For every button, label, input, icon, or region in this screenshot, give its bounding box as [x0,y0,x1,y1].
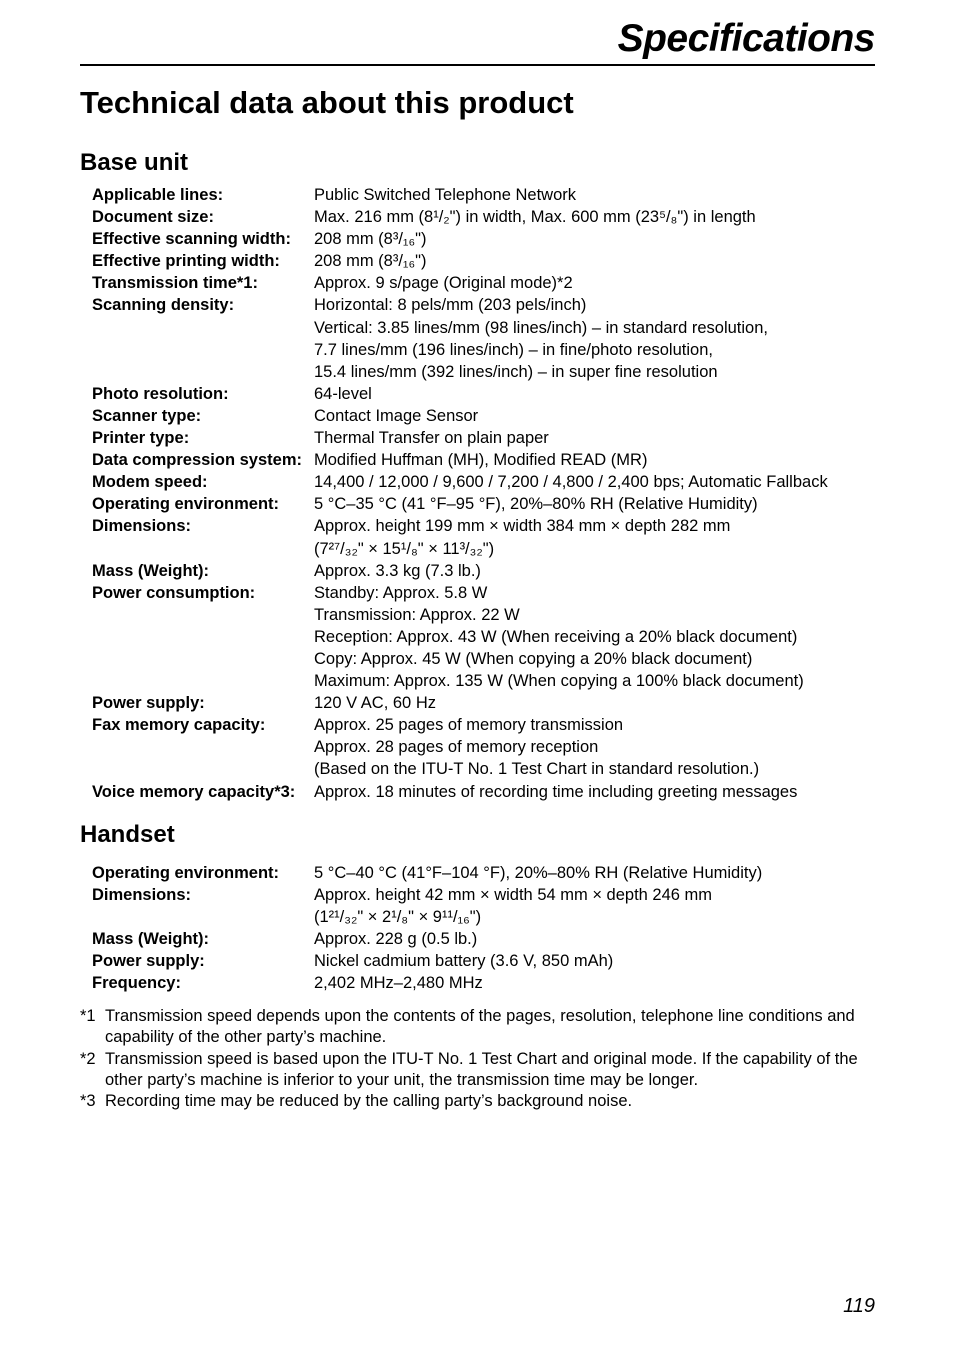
footnote-text: Transmission speed is based upon the ITU-T No. 1 Test Chart and original mode. If the capability of the other party’s machine is inferior to your unit, the transmission time may be longer. [105,1049,858,1089]
spec-value-line: Approx. 18 minutes of recording time including greeting messages [314,782,798,801]
spec-row [92,515,894,559]
spec-row [92,449,894,471]
spec-label: Mass (Weight): [92,561,210,580]
spec-value [314,184,894,206]
spec-value [314,383,894,405]
spec-value-line: Approx. 228 g (0.5 lb.) [314,930,478,949]
spec-row [92,184,894,206]
spec-value-line: Approx. 9 s/page (Original mode)*2 [314,274,573,293]
spec-label: Voice memory capacity*3: [92,782,296,801]
spec-value [314,405,894,427]
spec-value-line: 120 V AC, 60 Hz [314,694,436,713]
spec-value [314,272,894,294]
spec-row [92,862,894,884]
spec-label: Power consumption: [92,583,256,602]
spec-label: Transmission time*1: [92,274,258,293]
spec-value [314,950,894,972]
spec-value-line: Max. 216 mm (8¹/₂") in width, Max. 600 mm (23⁵/₈") in length [314,208,756,227]
spec-label: Scanner type: [92,406,202,425]
spec-value [314,781,894,803]
spec-row [92,714,894,780]
footnote-marker: *3 [80,1092,96,1111]
spec-row [92,493,894,515]
spec-value-line: 2,402 MHz–2,480 MHz [314,974,483,993]
footnote [80,1049,876,1092]
spec-row [92,692,894,714]
spec-value [314,206,894,228]
spec-value-line: Thermal Transfer on plain paper [314,429,549,448]
spec-label: Dimensions: [92,517,192,536]
spec-row [92,781,894,803]
spec-value-line: Modified Huffman (MH), Modified READ (MR) [314,451,648,470]
spec-row [92,383,894,405]
spec-value-line: Transmission: Approx. 22 W [314,605,520,624]
spec-value [314,250,894,272]
footnote-text: Recording time may be reduced by the calling party’s background noise. [105,1092,633,1111]
spec-label: Dimensions: [92,886,192,905]
spec-value [314,928,894,950]
spec-value-line: (1²¹/₃₂" × 2¹/₈" × 9¹¹/₁₆") [314,908,482,927]
spec-row [92,884,894,928]
spec-label: Effective printing width: [92,252,280,271]
spec-value-line: Contact Image Sensor [314,406,479,425]
spec-label: Fax memory capacity: [92,716,266,735]
spec-value-line: 14,400 / 12,000 / 9,600 / 7,200 / 4,800 / 2,400 bps; Automatic Fallback [314,473,828,492]
spec-value [314,449,894,471]
spec-row [92,405,894,427]
spec-row [92,972,894,994]
spec-row [92,206,894,228]
spec-value [314,972,894,994]
spec-value [314,884,894,928]
footnote-marker: *2 [80,1049,96,1068]
spec-value-line: Approx. height 42 mm × width 54 mm × depth 246 mm [314,886,713,905]
spec-value [314,427,894,449]
footnotes [80,1006,876,1112]
spec-value-line: 7.7 lines/mm (196 lines/inch) – in fine/photo resolution, [314,340,713,359]
spec-value-line: Approx. 3.3 kg (7.3 lb.) [314,561,481,580]
spec-label: Scanning density: [92,296,235,315]
base-unit-spec-list [92,184,894,803]
spec-label: Operating environment: [92,495,280,514]
spec-value [314,228,894,250]
handset-spec-list [92,862,894,995]
chapter-title: Specifications [617,17,875,60]
footnote-text: Transmission speed depends upon the contents of the pages, resolution, telephone line conditions and capability of the other party’s machine. [105,1007,855,1047]
spec-value-line: 64-level [314,384,372,403]
spec-value-line: Public Switched Telephone Network [314,186,577,204]
spec-label: Document size: [92,208,214,227]
spec-value [314,862,894,884]
spec-value [314,493,894,515]
spec-value-line: 208 mm (8³/₁₆") [314,252,427,271]
spec-label: Printer type: [92,429,190,448]
spec-value [314,515,894,559]
spec-row [92,471,894,493]
spec-value [314,560,894,582]
spec-value [314,692,894,714]
spec-label: Modem speed: [92,473,208,492]
spec-value [314,471,894,493]
spec-value-line: Reception: Approx. 43 W (When receiving a 20% black document) [314,627,798,646]
spec-value-line: (7²⁷/₃₂" × 15¹/₈" × 11³/₃₂") [314,539,495,558]
spec-value-line: Standby: Approx. 5.8 W [314,583,488,602]
footnote-marker: *1 [80,1007,96,1025]
spec-value [314,714,894,780]
spec-value-line: 5 °C–40 °C (41°F–104 °F), 20%–80% RH (Relative Humidity) [314,864,763,882]
footnote [80,1091,876,1112]
spec-row [92,950,894,972]
base-unit-heading: Base unit [80,149,189,176]
spec-value [314,294,894,382]
spec-label: Effective scanning width: [92,230,291,249]
spec-label: Power supply: [92,694,205,713]
spec-row [92,928,894,950]
spec-row [92,272,894,294]
spec-value-line: Approx. 25 pages of memory transmission [314,716,624,735]
spec-row [92,250,894,272]
spec-value-line: Horizontal: 8 pels/mm (203 pels/inch) [314,296,587,315]
page-number: 119 [843,1295,875,1317]
spec-label: Photo resolution: [92,384,229,403]
spec-label: Power supply: [92,952,205,971]
spec-value-line: Vertical: 3.85 lines/mm (98 lines/inch) – in standard resolution, [314,318,768,337]
spec-value-line: 15.4 lines/mm (392 lines/inch) – in super fine resolution [314,362,718,381]
page-title: Technical data about this product [80,85,574,120]
spec-value-line: (Based on the ITU-T No. 1 Test Chart in standard resolution.) [314,760,760,779]
spec-value-line: Maximum: Approx. 135 W (When copying a 100% black document) [314,672,804,691]
spec-value [314,582,894,692]
chapter-rule [80,64,875,66]
spec-value-line: 5 °C–35 °C (41 °F–95 °F), 20%–80% RH (Relative Humidity) [314,495,758,514]
spec-label: Frequency: [92,974,181,993]
spec-row [92,228,894,250]
spec-value-line: Nickel cadmium battery (3.6 V, 850 mAh) [314,952,614,971]
spec-label: Applicable lines: [92,186,224,204]
spec-row [92,560,894,582]
spec-value-line: 208 mm (8³/₁₆") [314,230,427,249]
spec-label: Data compression system: [92,451,302,470]
spec-value-line: Copy: Approx. 45 W (When copying a 20% black document) [314,649,753,668]
spec-value-line: Approx. height 199 mm × width 384 mm × depth 282 mm [314,517,731,536]
spec-value-line: Approx. 28 pages of memory reception [314,738,599,757]
handset-heading: Handset [80,821,175,848]
spec-row [92,427,894,449]
spec-row [92,582,894,692]
footnote [80,1006,876,1049]
spec-row [92,294,894,382]
spec-label: Mass (Weight): [92,930,210,949]
spec-label: Operating environment: [92,864,280,882]
